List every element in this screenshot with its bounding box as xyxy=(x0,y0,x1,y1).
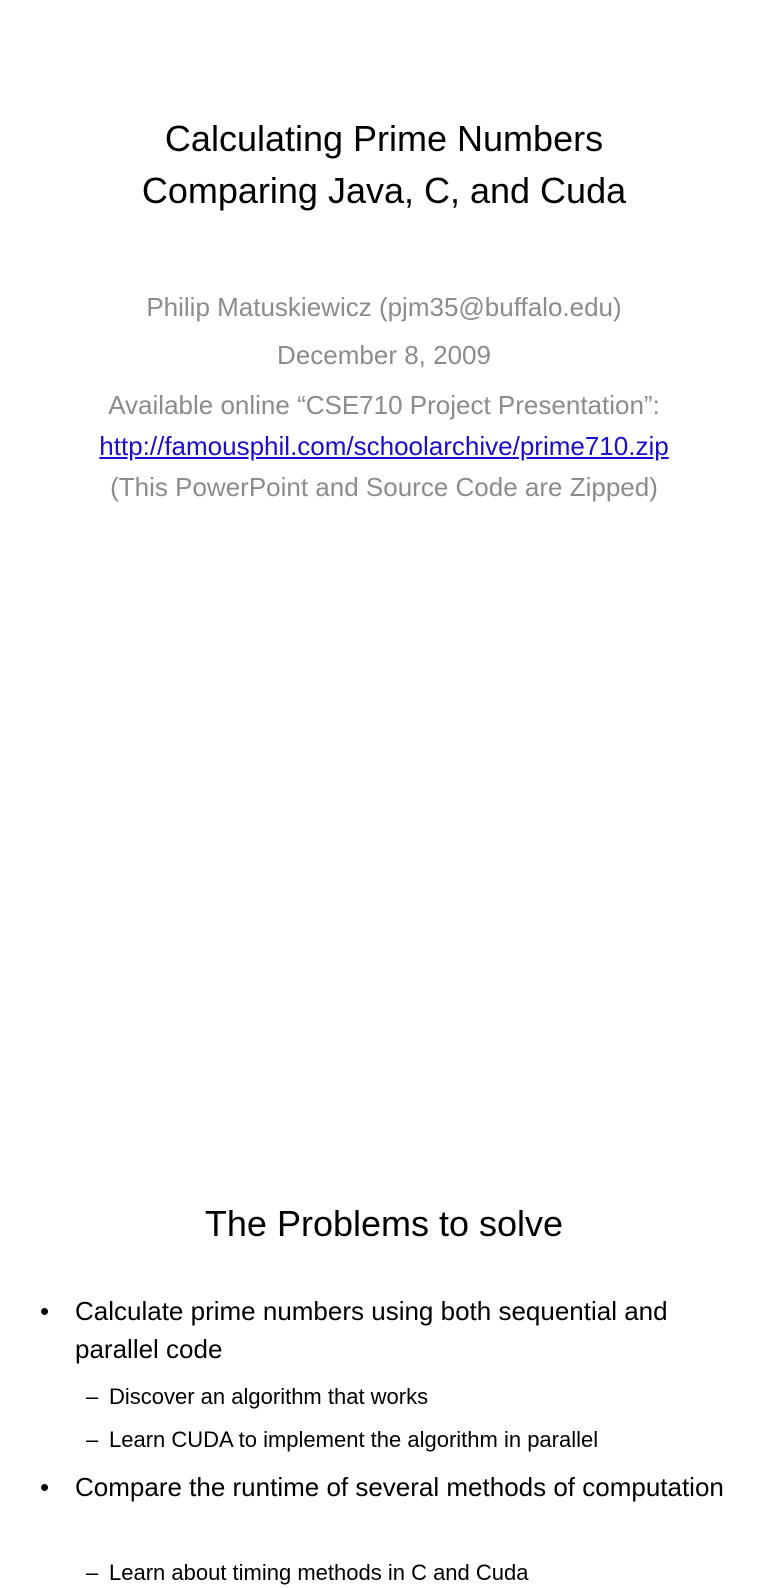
zipped-note: (This PowerPoint and Source Code are Zipped) xyxy=(110,472,658,502)
download-link[interactable]: http://famousphil.com/schoolarchive/prime710.zip xyxy=(99,431,669,461)
slide-title: The Problems to solve xyxy=(204,1203,564,1244)
subbullet-item xyxy=(86,1558,756,1588)
subbullet-marker: – xyxy=(86,1427,99,1452)
subbullet-text: Discover an algorithm that works xyxy=(109,1384,429,1409)
problems-slide xyxy=(0,576,768,1585)
subbullet-marker: – xyxy=(86,1384,99,1409)
subbullet-text: Learn CUDA to implement the algorithm in parallel xyxy=(109,1427,599,1452)
subbullet-marker: – xyxy=(86,1560,99,1585)
bullet-item xyxy=(40,1292,740,1368)
bullet-marker: • xyxy=(40,1472,50,1502)
bullet-item xyxy=(40,1468,740,1506)
title-slide xyxy=(0,0,768,576)
subbullet-text: Learn about timing methods in C and Cuda xyxy=(109,1560,529,1585)
bullet-text: Compare the runtime of several methods of computation xyxy=(75,1472,724,1502)
subbullet-item xyxy=(86,1425,756,1455)
subbullet-item xyxy=(86,1382,756,1412)
bullet-marker: • xyxy=(40,1296,50,1326)
author-line: Philip Matuskiewicz (pjm35@buffalo.edu) xyxy=(146,292,622,322)
availability-line: Available online “CSE710 Project Presentation”: xyxy=(108,390,660,420)
bullet-text: Calculate prime numbers using both sequential and parallel code xyxy=(75,1296,668,1364)
slide-title-line2: Comparing Java, C, and Cuda xyxy=(141,170,627,211)
date-line: December 8, 2009 xyxy=(277,340,491,370)
slide-title-line1: Calculating Prime Numbers xyxy=(164,118,604,159)
